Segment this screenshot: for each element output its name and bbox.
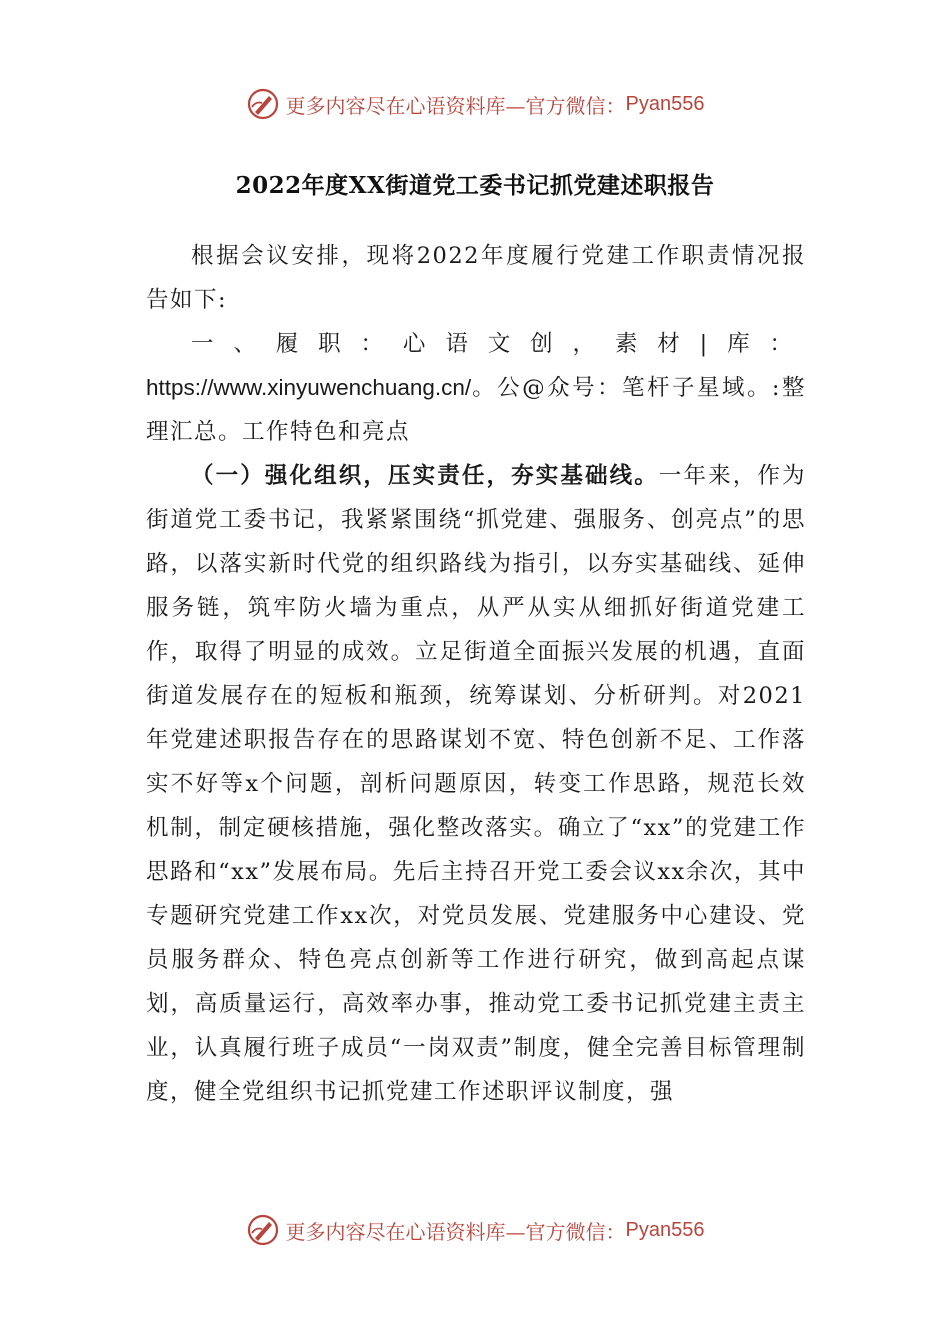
intro-paragraph: 根据会议安排，现将2022年度履行党建工作职责情况报告如下: <box>146 243 806 313</box>
section-middle: 。公@众号：笔杆子星域。:整理汇总。工作特色和亮点 <box>146 375 806 445</box>
header-banner <box>0 84 950 124</box>
body-paragraph <box>146 454 806 1114</box>
watermark-url: https://www.xinyuwenchuang.cn/ <box>146 375 472 400</box>
header-banner-id: Pyan556 <box>625 92 705 115</box>
document-body <box>146 234 806 1114</box>
footer-banner <box>0 1210 950 1250</box>
sub-heading: （一）强化组织，压实责任，夯实基础线。 <box>191 463 659 489</box>
footer-banner-id: Pyan556 <box>625 1218 705 1241</box>
section-prefix: 一、履职：心语文创，素材|库： <box>191 331 806 357</box>
body-text: 一年来，作为街道党工委书记，我紧紧围绕“抓党建、强服务、创亮点”的思路，以落实新时代党的组织路线为指引，以夯实基础线、延伸服务链，筑牢防火墙为重点，从严从实从细抓好街道党建工作，取得了明显的成效。立足街道全面振兴发展的机遇，直面街道发展存在的短板和瓶颈，统筹谋划、分析研判。对2021年党建述职报告存在的思路谋划不宽、特色创新不足、工作落实不好等x个问题，剖析问题原因，转变工作思路，规范长效机制，制定硬核措施，强化整改落实。确立了“xx”的党建工作思路和“xx”发展布局。先后主持召开党工委会议xx余次，其中专题研究党建工作xx次，对党员发展、党建服务中心建设、党员服务群众、特色亮点创新等工作进行研究，做到高起点谋划，高质量运行，高效率办事，推动党工委书记抓党建主责主业，认真履行班子成员“一岗双责”制度，健全完善目标管理制度，健全党组织书记抓党建工作述职评议制度，强 <box>146 463 806 1105</box>
document-title: 2022年度XX街道党工委书记抓党建述职报告 <box>235 172 715 199</box>
pen-logo-icon <box>246 87 280 121</box>
footer-banner-text: 更多内容尽在心语资料库—官方微信： <box>285 1219 626 1244</box>
header-banner-text: 更多内容尽在心语资料库—官方微信： <box>285 93 626 118</box>
section-heading <box>146 322 806 454</box>
pen-logo-icon <box>246 1213 280 1247</box>
